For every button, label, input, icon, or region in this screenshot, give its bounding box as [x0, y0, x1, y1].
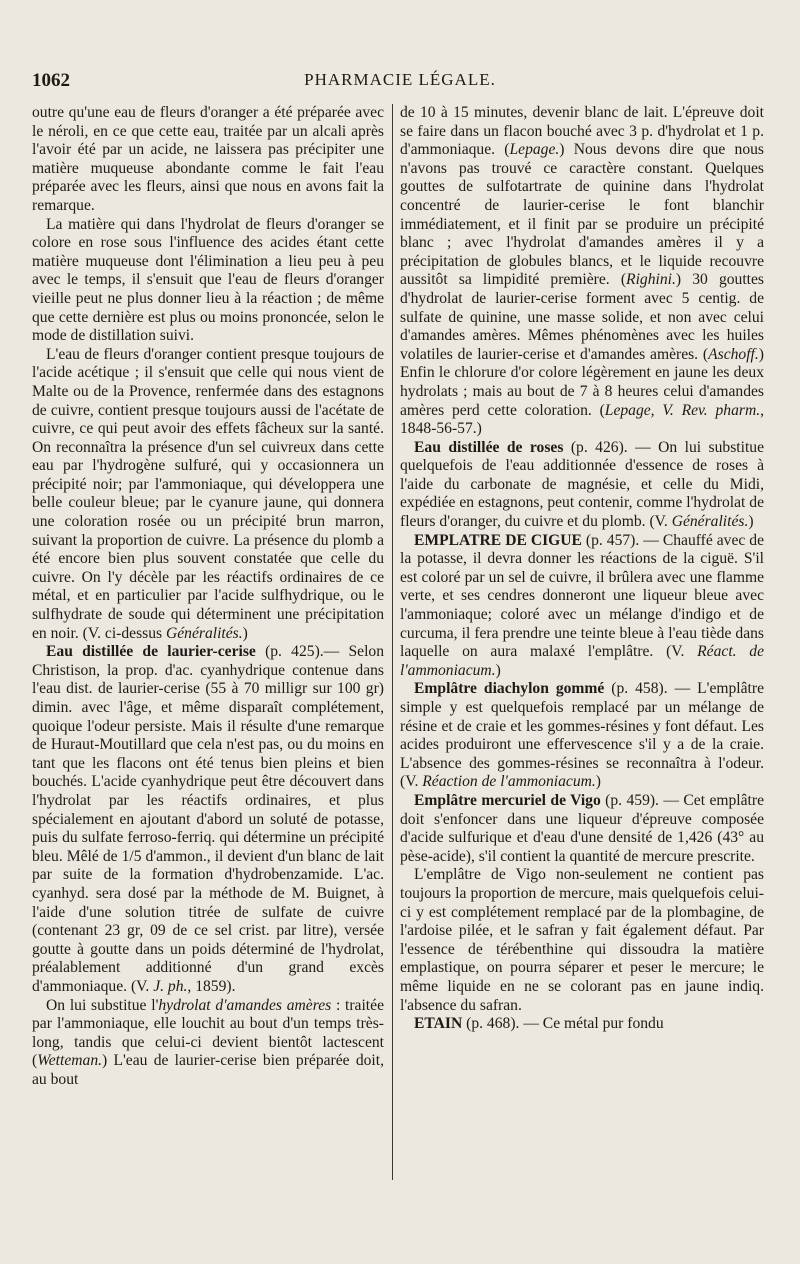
citation: Righini. [626, 271, 676, 289]
page-number: 1062 [32, 70, 70, 91]
entry-roses [400, 439, 764, 532]
running-title: PHARMACIE LÉGALE. [304, 70, 496, 89]
entry-text: (p. 457). — Chauffé avec de la potasse, il devra donner les réactions de la ciguë. S'il est coloré par un sel de cuivre, il brûlera avec une flamme verte, et ses cendres donneront une liqueur bleue avec l'ammoniaque; coloré avec un mélange d'indigo et de curcuma, il fera prendre une teinte bleue à l'eau tiède dans laquelle on aura malaxé l'emplâtre. (V. [400, 531, 764, 661]
entry-heading: Eau distillée de laurier-cerise [46, 643, 256, 661]
entry-text: (p. 426). — On lui substitue quelquefois de l'eau additionnée d'essence de roses à l'aide du carbonate de magnésie, et celle du Midi, expédiée en estagnons, peut contenir, comme l'hydrolat de fleurs d'oranger, du cuivre et du plomb. (V. [400, 438, 764, 531]
entry-vigo [400, 792, 764, 866]
paragraph [32, 104, 384, 216]
entry-heading: Emplâtre diachylon gommé [414, 680, 605, 698]
citation: Wetteman. [37, 1052, 103, 1070]
entry-text: ) [495, 661, 501, 679]
entry-text: (p. 459). — Cet emplâtre doit s'enfoncer dans une liqueur d'épreuve composée d'acide sulfurique et d'eau d'une densité de 1,426 (43° au pèse-acide), s'il contient la quantité de mercure prescrite. [400, 791, 764, 865]
cross-reference: Réact. de l'ammoniacum. [400, 643, 765, 679]
paragraph-text: L'emplâtre de Vigo non-seulement ne contient pas toujours la proportion de mercure, mais quelquefois celui-ci y est complétement remplacé par de la plombagine, de l'ardoise pilée, et le safran y fait également défaut. Par l'essence de térébenthine qui dissoudra la matière emplastique, on pourra séparer et peser le mercure; le même liquide en ne se colorant pas en jaune indiq. l'absence du safran. [400, 866, 764, 1014]
paragraph-text: outre qu'une eau de fleurs d'oranger a été préparée avec le néroli, en ce que cette eau, traitée par un alcali après l'avoir été par un acide, ne laissera pas précipiter une matière muqueuse abondante comme le fait l'eau préparée avec les fleurs, ainsi que nous en avons fait la remarque. [32, 104, 384, 214]
entry-text: ) [595, 773, 601, 791]
paragraph [32, 216, 384, 346]
page-header [32, 70, 768, 96]
paragraph-text: L'eau de fleurs d'oranger contient presque toujours de l'acide acétique ; il s'ensuit que celle qui nous vient de Malte ou de la Provence, renfermée dans des estagnons de cuivre, contient presque toujours aussi de l'acétate de cuivre, ce qui peut avoir des effets fâcheux sur la santé. On reconnaîtra la présence d'un sel cuivreux dans cette eau par l'hydrogène sulfuré, qui y occasionnera un précipité noir; par l'ammoniaque, qui développera une belle couleur bleue; par le cyanure jaune, qui donnera une coloration rosée ou un précipité brun marron, suivant la proportion de cuivre. La présence du plomb a été encore bien plus souvent constatée que celle du cuivre. On l'y décèle par les réactifs ordinaires de ce métal, et en particulier par l'acide sulfhydrique, ou le sulfhydrate de soude qui déterminent une précipitation en noir. (V. ci-dessus [32, 345, 384, 642]
paragraph-text: : traitée par l'ammoniaque, elle louchit au bout d'un temps très-long, tandis que celui-ci devient bientôt lactescent ( [32, 996, 384, 1070]
citation: Aschoff. [708, 345, 759, 363]
entry-heading: Eau distillée de roses [414, 438, 564, 456]
entry-laurier-cerise [32, 643, 384, 996]
paragraph-text: ) 30 gouttes d'hydrolat de laurier-cerise forment avec 5 centig. de sulfate de quinine, une masse solide, et non avec celui d'amandes amères. Mêmes phénomènes avec les huiles volatiles de laurier-cerise et d'amandes amères. ( [400, 271, 764, 363]
left-column [32, 104, 384, 1089]
column-divider [392, 104, 393, 1180]
entry-text: ) [748, 513, 754, 531]
entry-text: (p. 468). — Ce métal pur fondu [462, 1015, 664, 1033]
paragraph-text: ) [242, 624, 248, 642]
paragraph-text: de 10 à 15 minutes, devenir blanc de lait. L'épreuve doit se faire dans un flacon bouché avec 3 p. d'hydrolat et 1 p. d'ammoniaque. ( [400, 104, 764, 159]
entry-heading: EMPLATRE DE CIGUE [414, 531, 582, 549]
paragraph [400, 104, 764, 439]
cross-reference: Réaction de l'ammoniacum. [422, 773, 596, 791]
paragraph [400, 866, 764, 1015]
entry-heading: Emplâtre mercuriel de Vigo [414, 791, 601, 809]
right-column [400, 104, 764, 1034]
entry-text: (p. 425).— Selon Christison, la prop. d'ac. cyanhydrique contenue dans l'eau dist. de laurier-cerise (55 à 70 milligr sur 100 gr) dimin. avec l'âge, et même disparaît complétement, quoique l'odeur persiste. Mais il résulte d'une remarque de Huraut-Moutillard que cela n'est pas, ou du moins en tant que les flacons ont été tenus bien pleins et bien bouchés. L'acide cyanhydrique peut être découvert dans l'hydrolat par les réactifs ordinaires, et plus spécialement en ajoutant d'abord un soluté de potasse, puis du sulfate ferroso-ferriq. qui détermine un précipité bleu. Mêlé de 1/5 d'ammon., il devient d'un blanc de lait par suite de la formation d'hydrobenzamide. L'ac. cyanhyd. sera dosé par la méthode de M. Buignet, à l'aide d'une solution titrée de sulfate de cuivre (contenant 23 gr, 09 de ce sel crist. par litre), versée goutte à goutte dans un poids déterminé de l'hydrolat, préalablement additionné d'un grand excès d'ammoniaque. (V. [32, 643, 384, 995]
citation: J. ph. [153, 977, 188, 995]
emphasis: hydrolat d'amandes amères [158, 996, 332, 1014]
citation: Lepage, V. Rev. pharm. [604, 401, 761, 419]
citation: Lepage. [509, 141, 560, 159]
entry-text: (p. 458). — L'emplâtre simple y est quelquefois remplacé par un mélange de résine et de craie et les gommes-résines y font défaut. Les acides produiront une effervescence s'il y a de la craie. L'absence des gommes-résines se reconnaîtra à l'odeur. (V. [400, 680, 764, 791]
entry-heading: ETAIN [414, 1015, 463, 1033]
paragraph [32, 997, 384, 1090]
paragraph-text: La matière qui dans l'hydrolat de fleurs d'oranger se colore en rose sous l'influence des acides étant cette matière muqueuse dont l'élimination a lieu peu à peu avec le temps, il s'ensuit que l'eau de fleurs d'oranger vieille peut ne plus donner lieu à la réaction ; de même que cette dernière est plus ou moins prononcée, selon le mode de distillation suivi. [32, 215, 384, 345]
entry-diachylon [400, 680, 764, 792]
paragraph-text: , 1848-56-57.) [400, 401, 765, 438]
paragraph-text: ) Nous devons dire que nous n'avons pas trouvé ce caractère constant. Quelques gouttes de sulfotartrate de quinine dans l'hydrolat concentré de laurier-cerise le font blanchir immédiatement, et il finit par se produire un précipité blanc ; avec l'hydrolat d'amandes amères il y a précipitation de globules blancs, et le liquide recouvre aussitôt sa limpidité première. ( [400, 141, 764, 289]
cross-reference: Généralités. [165, 624, 243, 642]
paragraph [32, 346, 384, 644]
entry-etain [400, 1015, 764, 1034]
cross-reference: Généralités. [671, 513, 749, 531]
paragraph-text: On lui substitue l' [46, 996, 159, 1014]
entry-cigue [400, 532, 764, 681]
paragraph-text: ) Enfin le chlorure d'or colore légèrement en jaune les deux hydrolats ; mais au bout de 7 à 8 heures celui d'amandes amères perd cette coloration. ( [400, 345, 764, 419]
entry-text: , 1859). [187, 977, 236, 995]
paragraph-text: ) L'eau de laurier-cerise bien préparée doit, au bout [32, 1052, 384, 1088]
